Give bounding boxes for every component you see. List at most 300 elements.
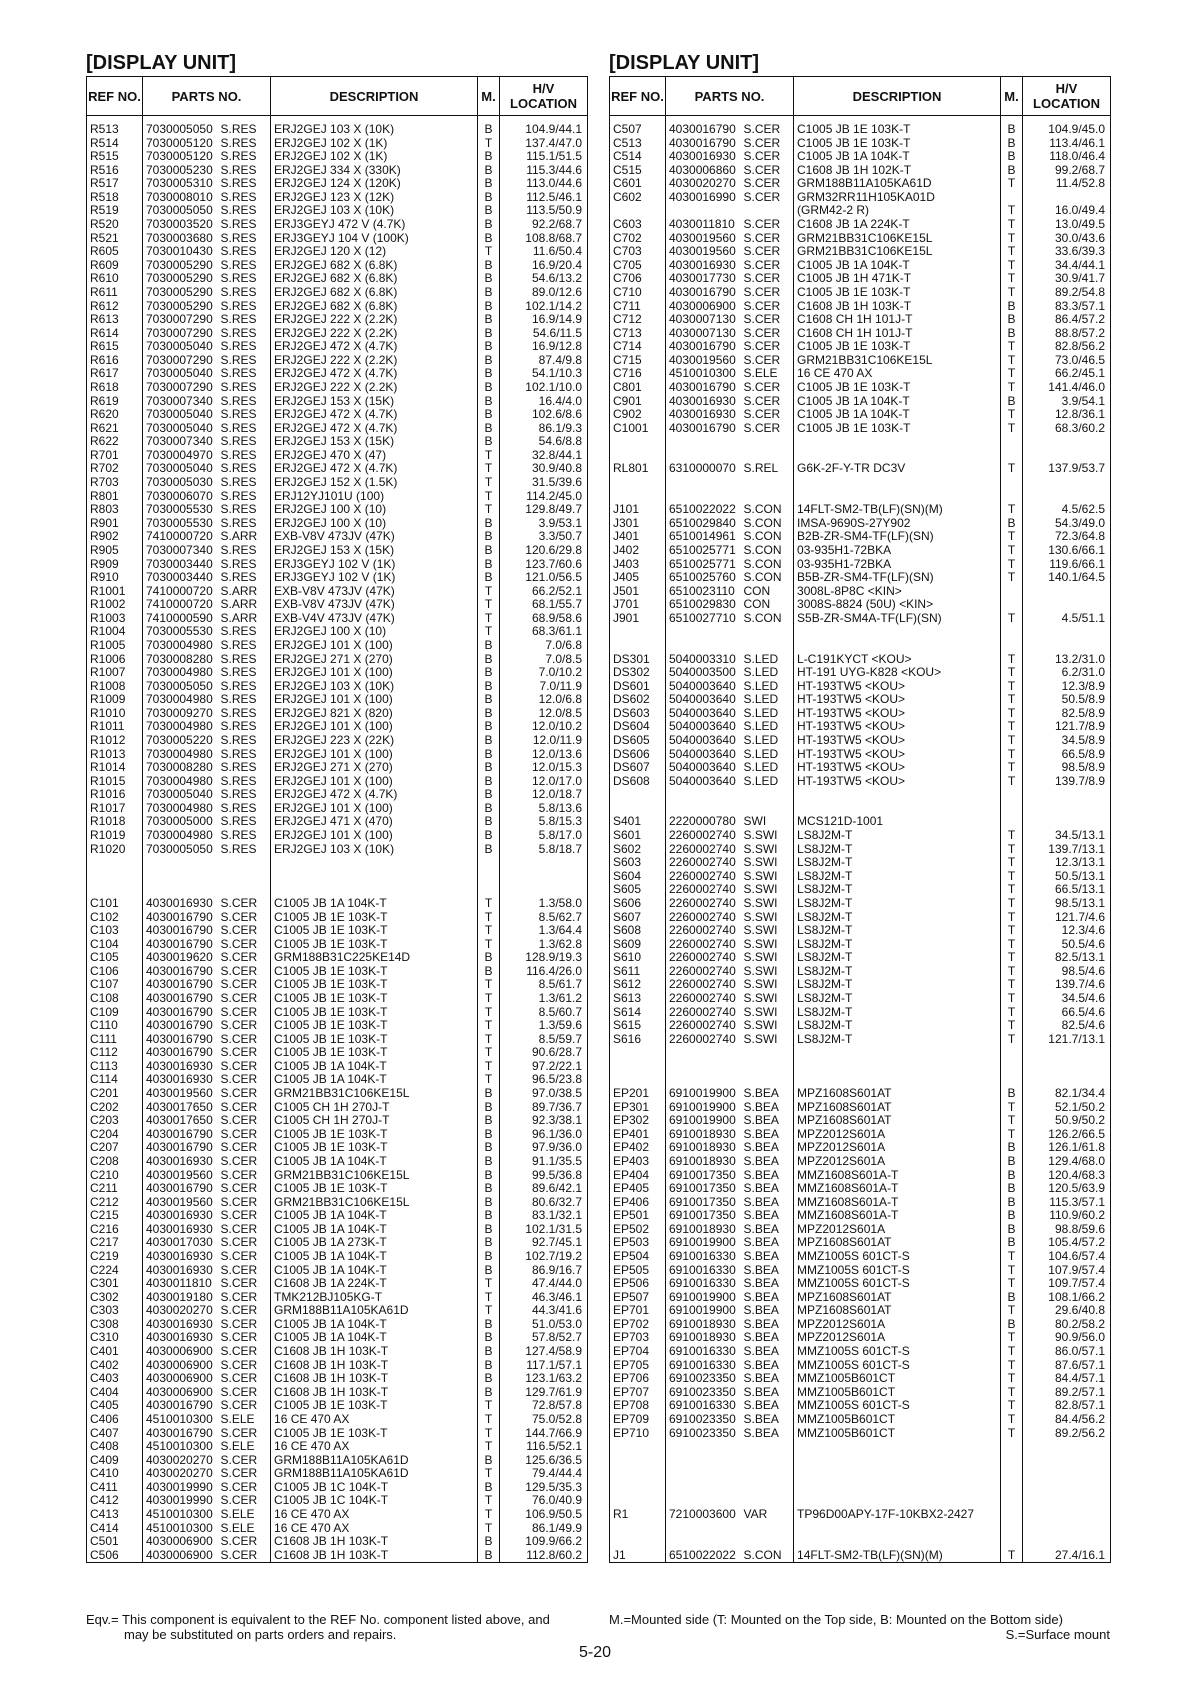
description-cell: C1005 JB 1A 104K-T <box>797 394 910 408</box>
table-row <box>87 164 588 178</box>
location-cell: 107.9/57.4 <box>1023 1264 1111 1278</box>
description-cell: ERJ2GEJ 472 X (4.7K) <box>274 462 398 476</box>
parts-no-cell: 4030019560 <box>146 1195 213 1209</box>
mounted-side-cell: T <box>1001 1549 1023 1563</box>
description-cell <box>794 490 1001 504</box>
table-row <box>610 327 1111 341</box>
location-cell: 54.3/49.0 <box>1023 517 1111 531</box>
part-type-cell: S.RES <box>220 653 271 667</box>
ref-no-cell: EP406 <box>610 1196 666 1210</box>
ref-no-cell: C104 <box>87 938 143 952</box>
mounted-side-cell: T <box>1001 1006 1023 1020</box>
part-type-cell: S.RES <box>220 164 271 178</box>
location-cell: 34.5/13.1 <box>1023 829 1111 843</box>
location-cell: 82.1/34.4 <box>1023 1087 1111 1101</box>
ref-no-cell: EP709 <box>610 1413 666 1427</box>
ref-no-cell: C110 <box>87 1019 143 1033</box>
ref-no-cell <box>87 883 143 897</box>
location-cell: 114.2/45.0 <box>500 490 588 504</box>
part-type-cell <box>743 625 794 639</box>
mounted-side-cell: T <box>1001 666 1023 680</box>
location-cell: 66.2/45.1 <box>1023 367 1111 381</box>
description-cell: C1005 JB 1A 104K-T <box>274 1222 387 1236</box>
mounted-side-cell <box>1001 191 1023 205</box>
location-cell: 12.3/8.9 <box>1023 680 1111 694</box>
location-cell: 139.7/13.1 <box>1023 843 1111 857</box>
parts-no-cell: 6910019900 <box>669 1290 736 1304</box>
mounted-side-cell: B <box>478 408 500 422</box>
description-cell: GRM21BB31C106KE15L <box>274 1087 410 1101</box>
description-cell: C1005 JB 1C 104K-T <box>274 1480 389 1494</box>
part-type-cell: S.CER <box>743 381 794 395</box>
parts-no-cell: 7030004980 <box>146 666 213 680</box>
table-row <box>87 625 588 639</box>
location-cell: 16.9/20.4 <box>500 259 588 273</box>
table-row <box>610 395 1111 409</box>
location-cell: 8.5/61.7 <box>500 978 588 992</box>
mounted-side-cell: B <box>478 1236 500 1250</box>
table-row <box>610 1060 1111 1074</box>
parts-no-cell: 4030016930 <box>146 1317 213 1331</box>
parts-no-cell: 6910018930 <box>669 1141 736 1155</box>
table-row <box>610 1277 1111 1291</box>
parts-no-cell: 7030005530 <box>146 625 213 639</box>
table-row <box>610 177 1111 191</box>
table-row <box>87 1196 588 1210</box>
ref-no-cell: R905 <box>87 544 143 558</box>
ref-no-cell <box>87 856 143 870</box>
location-cell: 104.6/57.4 <box>1023 1250 1111 1264</box>
location-cell: 68.3/61.1 <box>500 625 588 639</box>
mounted-side-cell: T <box>1001 1250 1023 1264</box>
location-cell <box>1023 435 1111 449</box>
part-type-cell: S.ELE <box>220 1508 271 1522</box>
part-type-cell: S.RES <box>220 544 271 558</box>
mounted-side-cell: B <box>478 204 500 218</box>
description-cell: ERJ2GEJ 222 X (2.2K) <box>274 353 398 367</box>
ref-no-cell: R1014 <box>87 761 143 775</box>
description-cell: LS8J2M-T <box>797 869 853 883</box>
mounted-side-cell: B <box>478 381 500 395</box>
description-cell: ERJ2GEJ 153 X (15K) <box>274 435 395 449</box>
ref-no-cell: DS604 <box>610 720 666 734</box>
location-cell: 121.7/8.9 <box>1023 720 1111 734</box>
location-cell: 97.2/22.1 <box>500 1060 588 1074</box>
table-row <box>87 1006 588 1020</box>
parts-no-cell: 7030005040 <box>146 421 213 435</box>
location-cell: 12.0/13.6 <box>500 748 588 762</box>
location-cell: 82.5/8.9 <box>1023 707 1111 721</box>
table-row <box>87 788 588 802</box>
table-row <box>87 924 588 938</box>
description-cell: MPZ1608S601AT <box>797 1087 892 1101</box>
mounted-side-cell <box>1001 490 1023 504</box>
part-type-cell: S.RES <box>220 748 271 762</box>
mounted-side-cell: T <box>478 1006 500 1020</box>
description-cell: ERJ2GEJ 222 X (2.2K) <box>274 380 398 394</box>
description-cell: MPZ1608S601AT <box>797 1114 892 1128</box>
parts-no-cell: 2260002740 <box>669 1019 736 1033</box>
part-type-cell: S.CER <box>220 1196 271 1210</box>
description-cell: LS8J2M-T <box>797 856 853 870</box>
part-type-cell: S.CER <box>220 951 271 965</box>
table-row <box>87 1209 588 1223</box>
parts-no-cell: 7030008010 <box>146 190 213 204</box>
description-cell: LS8J2M-T <box>797 964 853 978</box>
note-line: M.=Mounted side (T: Mounted on the Top side, B: Mounted on the Bottom side) <box>609 1612 1063 1627</box>
table-row <box>87 286 588 300</box>
parts-no-cell: 4030019180 <box>146 1290 213 1304</box>
table-row <box>610 204 1111 218</box>
mounted-side-cell: T <box>1001 204 1023 218</box>
description-cell: C1005 JB 1E 103K-T <box>274 964 388 978</box>
part-type-cell: S.RES <box>220 422 271 436</box>
table-row <box>87 720 588 734</box>
table-row <box>610 1250 1111 1264</box>
ref-no-cell <box>610 788 666 802</box>
parts-no-cell: 7030005290 <box>146 299 213 313</box>
mounted-side-cell: T <box>1001 911 1023 925</box>
parts-no-cell: 6510027710 <box>669 611 736 625</box>
part-type-cell: S.CER <box>220 1019 271 1033</box>
parts-no-cell: 4030007130 <box>669 326 736 340</box>
ref-no-cell: R610 <box>87 272 143 286</box>
part-type-cell: S.SWI <box>743 1019 794 1033</box>
location-cell: 50.5/4.6 <box>1023 938 1111 952</box>
description-cell <box>794 435 1001 449</box>
ref-no-cell: J101 <box>610 503 666 517</box>
parts-no-cell: 2260002740 <box>669 829 736 843</box>
mounted-side-cell <box>1001 449 1023 463</box>
part-type-cell <box>743 1467 794 1481</box>
parts-no-cell: 4030016790 <box>146 1046 213 1060</box>
location-cell <box>1023 1467 1111 1481</box>
part-type-cell: S.BEA <box>743 1141 794 1155</box>
mounted-side-cell <box>1001 1454 1023 1468</box>
description-cell: ERJ2GEJ 102 X (1K) <box>274 150 388 164</box>
ref-no-cell: C702 <box>610 232 666 246</box>
header-ref-no: REF NO. <box>87 77 143 116</box>
location-cell: 82.8/56.2 <box>1023 340 1111 354</box>
location-cell: 76.0/40.9 <box>500 1494 588 1508</box>
location-cell: 110.9/60.2 <box>1023 1209 1111 1223</box>
part-type-cell: S.SWI <box>743 856 794 870</box>
table-row <box>610 1264 1111 1278</box>
table-row <box>610 1101 1111 1115</box>
table-row <box>610 1508 1111 1522</box>
parts-no-cell: 4030016930 <box>146 1331 213 1345</box>
mounted-side-cell: B <box>478 1250 500 1264</box>
note-line: may be substituted on parts orders and repairs. <box>124 1627 397 1642</box>
table-row <box>87 883 588 897</box>
location-cell <box>1023 639 1111 653</box>
ref-no-cell <box>610 1535 666 1549</box>
description-cell: C1005 JB 1A 104K-T <box>274 1263 387 1277</box>
mounted-side-cell: T <box>1001 1413 1023 1427</box>
table-row <box>87 1087 588 1101</box>
location-cell: 83.3/57.1 <box>1023 300 1111 314</box>
parts-no-cell: 4030016790 <box>669 122 736 136</box>
mounted-side-cell: T <box>478 1046 500 1060</box>
table-row <box>87 204 588 218</box>
ref-no-cell: C716 <box>610 367 666 381</box>
mounted-side-cell <box>1001 1522 1023 1536</box>
table-row <box>87 1372 588 1386</box>
part-type-cell: S.BEA <box>743 1291 794 1305</box>
location-cell: 112.8/60.2 <box>500 1549 588 1563</box>
table-row <box>87 422 588 436</box>
mounted-side-cell: B <box>478 951 500 965</box>
part-type-cell: S.CER <box>220 1128 271 1142</box>
location-cell: 8.5/59.7 <box>500 1033 588 1047</box>
parts-no-cell: 7030004970 <box>146 448 213 462</box>
location-cell: 128.9/19.3 <box>500 951 588 965</box>
parts-no-cell: 4030016790 <box>146 1032 213 1046</box>
description-cell: MPZ2012S601A <box>797 1154 886 1168</box>
parts-no-cell: 7030004980 <box>146 638 213 652</box>
ref-no-cell: J901 <box>610 612 666 626</box>
part-type-cell: S.RES <box>220 843 271 857</box>
location-cell: 99.5/36.8 <box>500 1169 588 1183</box>
description-cell: C1005 JB 1E 103K-T <box>797 340 911 354</box>
part-type-cell <box>220 883 271 897</box>
description-cell: C1608 JB 1H 102K-T <box>797 163 912 177</box>
location-cell: 30.9/41.7 <box>1023 272 1111 286</box>
parts-no-cell: 7030007340 <box>146 543 213 557</box>
table-row <box>87 1128 588 1142</box>
location-cell: 102.1/14.2 <box>500 300 588 314</box>
description-cell: MMZ1005S 601CT-S <box>797 1277 910 1291</box>
parts-no-cell: 6910019900 <box>669 1100 736 1114</box>
description-cell: ERJ2GEJ 682 X (6.8K) <box>274 299 398 313</box>
parts-no-cell <box>666 1535 743 1549</box>
ref-no-cell: J701 <box>610 598 666 612</box>
part-type-cell: S.CER <box>743 191 794 205</box>
part-type-cell: S.SWI <box>743 938 794 952</box>
parts-no-cell <box>666 1454 743 1468</box>
description-cell: C1608 JB 1A 224K-T <box>797 218 910 232</box>
part-type-cell: S.CER <box>220 924 271 938</box>
ref-no-cell: EP403 <box>610 1155 666 1169</box>
parts-no-cell: 2260002740 <box>669 951 736 965</box>
part-type-cell: S.RES <box>220 367 271 381</box>
location-cell: 104.9/44.1 <box>500 116 588 137</box>
parts-no-cell: 6910019900 <box>669 1087 736 1101</box>
parts-no-cell: 4030007130 <box>669 313 736 327</box>
header-parts-no: PARTS NO. <box>666 77 794 116</box>
ref-no-cell: C703 <box>610 245 666 259</box>
ref-no-cell: DS601 <box>610 680 666 694</box>
mounted-side-cell: T <box>478 1399 500 1413</box>
description-cell: GRM188B11A105KA61D <box>274 1304 409 1318</box>
part-type-cell: S.ELE <box>220 1522 271 1536</box>
part-type-cell: S.CER <box>220 992 271 1006</box>
table-row <box>610 1522 1111 1536</box>
description-cell: ERJ2GEJ 153 X (15K) <box>274 543 395 557</box>
part-type-cell: CON <box>743 598 794 612</box>
table-row <box>87 313 588 327</box>
parts-no-cell: 7030004980 <box>146 747 213 761</box>
part-type-cell: S.CER <box>743 272 794 286</box>
parts-no-cell <box>666 1060 743 1074</box>
mounted-side-cell: T <box>478 462 500 476</box>
table-row <box>610 1073 1111 1087</box>
parts-no-cell: 7030010430 <box>146 245 213 259</box>
ref-no-cell: S615 <box>610 1019 666 1033</box>
description-cell: ERJ2GEJ 153 X (15K) <box>274 394 395 408</box>
location-cell: 80.2/58.2 <box>1023 1318 1111 1332</box>
location-cell: 129.8/49.7 <box>500 503 588 517</box>
ref-no-cell: EP405 <box>610 1182 666 1196</box>
mounted-side-cell: B <box>478 558 500 572</box>
description-cell: ERJ2GEJ 120 X (12) <box>274 245 387 259</box>
table-row <box>610 883 1111 897</box>
ref-no-cell: S605 <box>610 883 666 897</box>
part-type-cell: S.CER <box>220 1087 271 1101</box>
description-cell: MPZ1608S601AT <box>797 1236 892 1250</box>
part-type-cell: S.RES <box>220 408 271 422</box>
mounted-side-cell: T <box>478 245 500 259</box>
parts-no-cell: 6910017350 <box>669 1168 736 1182</box>
location-cell: 51.0/53.0 <box>500 1318 588 1332</box>
description-cell: C1005 JB 1A 104K-T <box>274 1209 387 1223</box>
location-cell: 12.0/8.5 <box>500 707 588 721</box>
mounted-side-cell: B <box>478 286 500 300</box>
description-cell: ERJ2GEJ 101 X (100) <box>274 774 393 788</box>
mounted-side-cell: T <box>1001 924 1023 938</box>
ref-no-cell: C408 <box>87 1440 143 1454</box>
ref-no-cell <box>87 870 143 884</box>
table-row <box>610 870 1111 884</box>
location-cell: 90.6/28.7 <box>500 1046 588 1060</box>
part-type-cell: S.CER <box>220 1481 271 1495</box>
table-row <box>610 707 1111 721</box>
mounted-side-cell: B <box>478 720 500 734</box>
ref-no-cell: C407 <box>87 1427 143 1441</box>
ref-no-cell <box>610 1481 666 1495</box>
part-type-cell: S.BEA <box>743 1372 794 1386</box>
part-type-cell: S.CER <box>220 1304 271 1318</box>
ref-no-cell: C101 <box>87 897 143 911</box>
part-type-cell: S.SWI <box>743 883 794 897</box>
location-cell: 1.3/59.6 <box>500 1019 588 1033</box>
location-cell: 130.6/66.1 <box>1023 544 1111 558</box>
table-row <box>610 1291 1111 1305</box>
ref-no-cell: R1009 <box>87 693 143 707</box>
ref-no-cell: S613 <box>610 992 666 1006</box>
header-description: DESCRIPTION <box>794 77 1001 116</box>
location-cell: 137.9/53.7 <box>1023 462 1111 476</box>
mounted-side-cell: T <box>478 911 500 925</box>
parts-no-cell: 7030005290 <box>146 258 213 272</box>
description-cell: ERJ2GEJ 682 X (6.8K) <box>274 285 398 299</box>
part-type-cell: S.CER <box>743 408 794 422</box>
description-cell: ERJ2GEJ 472 X (4.7K) <box>274 788 398 802</box>
ref-no-cell <box>610 476 666 490</box>
description-cell: MCS121D-1001 <box>797 815 884 829</box>
parts-no-cell: 4030016790 <box>146 1005 213 1019</box>
description-cell: C1005 JB 1E 103K-T <box>274 1399 388 1413</box>
location-cell: 86.0/57.1 <box>1023 1345 1111 1359</box>
equivalence-note <box>86 1612 596 1642</box>
location-cell <box>1023 1440 1111 1454</box>
table-row <box>87 1440 588 1454</box>
description-cell: MPZ1608S601AT <box>797 1290 892 1304</box>
ref-no-cell: EP503 <box>610 1236 666 1250</box>
description-cell: LS8J2M-T <box>797 924 853 938</box>
table-row <box>87 395 588 409</box>
location-cell: 52.1/50.2 <box>1023 1101 1111 1115</box>
location-cell: 98.8/59.6 <box>1023 1223 1111 1237</box>
ref-no-cell: RL801 <box>610 462 666 476</box>
ref-no-cell <box>610 435 666 449</box>
mounted-side-cell: T <box>478 978 500 992</box>
ref-no-cell: R702 <box>87 462 143 476</box>
ref-no-cell: R1017 <box>87 802 143 816</box>
location-cell <box>1023 1481 1111 1495</box>
table-row <box>610 585 1111 599</box>
mounted-side-cell: T <box>1001 897 1023 911</box>
ref-no-cell: C706 <box>610 272 666 286</box>
location-cell: 98.5/13.1 <box>1023 897 1111 911</box>
ref-no-cell: C513 <box>610 137 666 151</box>
location-cell: 97.0/38.5 <box>500 1087 588 1101</box>
table-row <box>87 707 588 721</box>
location-cell: 86.9/16.7 <box>500 1264 588 1278</box>
mounted-side-cell: B <box>478 775 500 789</box>
table-row <box>610 1196 1111 1210</box>
ref-no-cell: R519 <box>87 204 143 218</box>
description-cell: MPZ1608S601AT <box>797 1304 892 1318</box>
part-type-cell: S.CER <box>220 1427 271 1441</box>
ref-no-cell: J501 <box>610 585 666 599</box>
location-cell: 12.0/6.8 <box>500 693 588 707</box>
ref-no-cell: J405 <box>610 571 666 585</box>
parts-no-cell: 4030016930 <box>146 1263 213 1277</box>
ref-no-cell: R615 <box>87 340 143 354</box>
parts-no-cell <box>143 856 220 870</box>
mounted-side-cell: B <box>1001 300 1023 314</box>
mounted-side-cell: T <box>478 938 500 952</box>
description-cell: ERJ2GEJ 682 X (6.8K) <box>274 272 398 286</box>
location-cell: 89.6/42.1 <box>500 1182 588 1196</box>
description-cell: C1005 JB 1E 103K-T <box>274 1019 388 1033</box>
table-row <box>610 911 1111 925</box>
part-type-cell: S.CER <box>743 164 794 178</box>
table-row <box>87 1073 588 1087</box>
ref-no-cell: R701 <box>87 449 143 463</box>
description-cell: HT-193TW5 <KOU> <box>797 679 906 693</box>
description-cell: ERJ2GEJ 103 X (10K) <box>274 122 395 136</box>
part-type-cell: S.ELE <box>743 367 794 381</box>
parts-no-cell: 7030004980 <box>146 801 213 815</box>
mounted-side-cell: B <box>478 1169 500 1183</box>
mounted-side-cell <box>1001 1060 1023 1074</box>
location-cell: 123.7/60.6 <box>500 558 588 572</box>
part-type-cell: S.RES <box>220 191 271 205</box>
mounted-side-cell: B <box>478 422 500 436</box>
description-cell: C1005 JB 1E 103K-T <box>274 992 388 1005</box>
location-cell: 12.3/4.6 <box>1023 924 1111 938</box>
table-row <box>87 137 588 151</box>
description-cell: ERJ2GEJ 102 X (1K) <box>274 136 388 150</box>
location-cell <box>1023 1073 1111 1087</box>
parts-no-cell <box>666 490 743 504</box>
part-type-cell: S.LED <box>743 653 794 667</box>
location-cell <box>1023 449 1111 463</box>
parts-no-cell: 4030016790 <box>669 285 736 299</box>
table-row <box>87 408 588 422</box>
